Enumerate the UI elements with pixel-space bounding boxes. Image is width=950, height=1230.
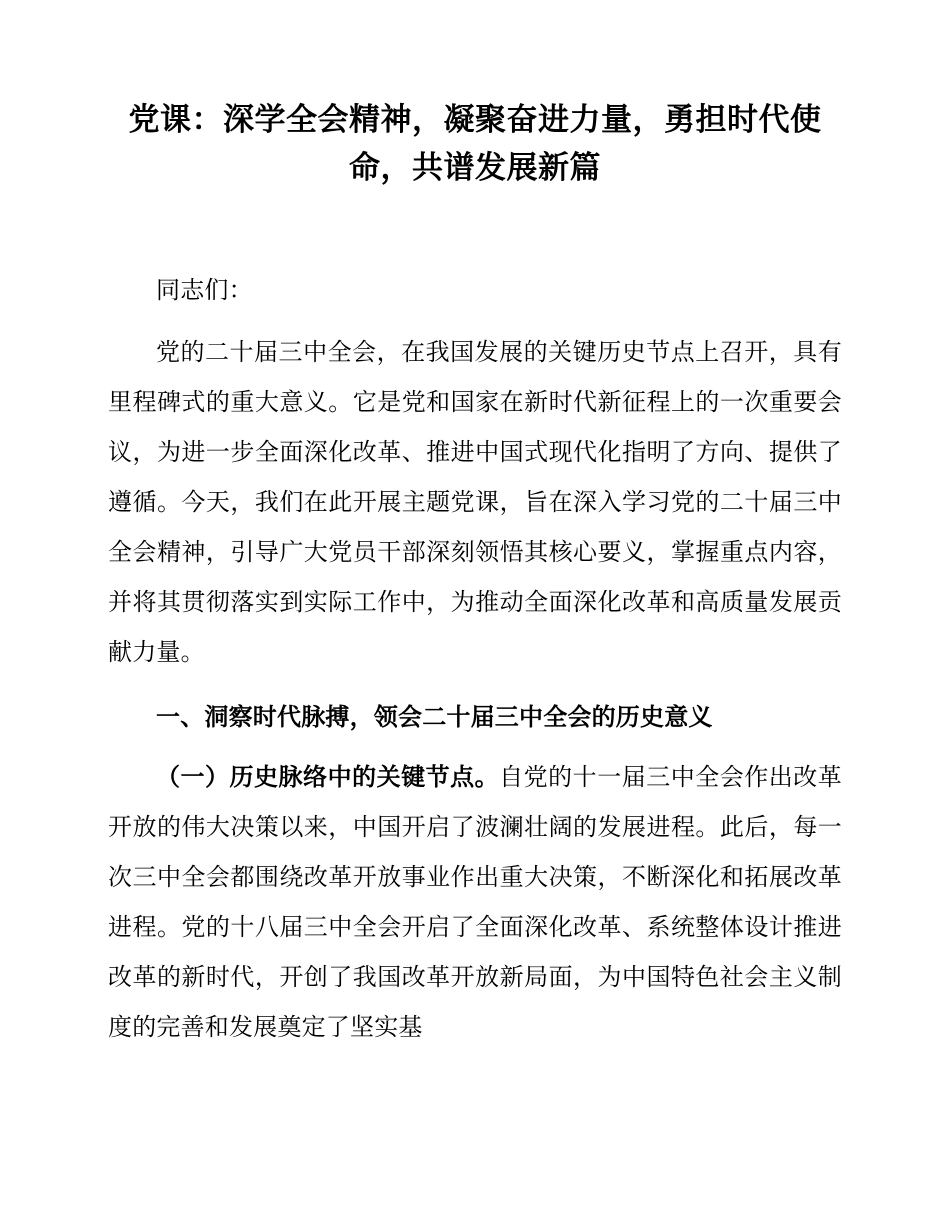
title-spacer <box>108 192 842 266</box>
subsection-lead-1: （一）历史脉络中的关键节点。 <box>156 763 500 791</box>
section-1-paragraph <box>108 752 842 1053</box>
page-title: 党课：深学全会精神，凝聚奋进力量，勇担时代使命，共谱发展新篇 <box>128 102 822 186</box>
intro-paragraph: 党的二十届三中全会，在我国发展的关键历史节点上召开，具有里程碑式的重大意义。它是党和国家在新时代新征程上的一次重要会议，为进一步全面深化改革、推进中国式现代化指明了方向、提供了遵循。今天，我们在此开展主题党课，旨在深入学习党的二十届三中全会精神，引导广大党员干部深刻领悟其核心要义，掌握重点内容，并将其贯彻落实到实际工作中，为推动全面深化改革和高质量发展贡献力量。 <box>108 340 842 666</box>
salutation: 同志们： <box>156 278 253 304</box>
section-heading-1: 一、洞察时代脉搏，领会二十届三中全会的历史意义 <box>156 703 713 731</box>
subsection-body-1: 自党的十一届三中全会作出改革开放的伟大决策以来，中国开启了波澜壮阔的发展进程。此后，每一次三中全会都围绕改革开放事业作出重大决策，不断深化和拓展改革进程。党的十八届三中全会开启了全面深化改革、系统整体设计推进改革的新时代，开创了我国改革开放新局面，为中国特色社会主义制度的完善和发展奠定了坚实基 <box>108 765 842 1041</box>
